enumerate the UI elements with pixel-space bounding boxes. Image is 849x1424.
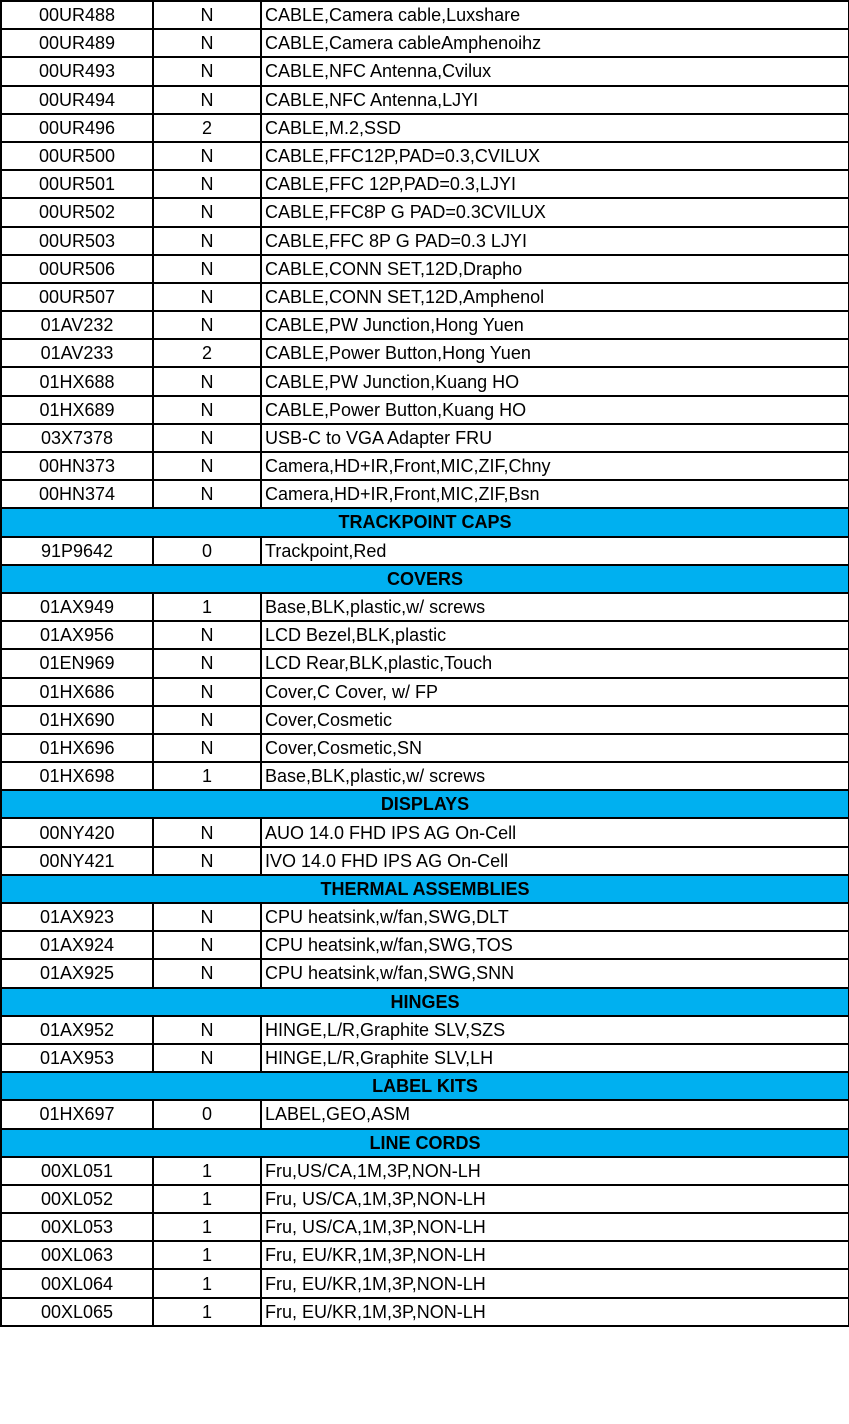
description-cell: Base,BLK,plastic,w/ screws: [261, 593, 849, 621]
ccin-cell: N: [153, 847, 261, 875]
fru-cell: 01AX949: [1, 593, 153, 621]
description-cell: Camera,HD+IR,Front,MIC,ZIF,Bsn: [261, 480, 849, 508]
fru-cell: 01AX952: [1, 1016, 153, 1044]
ccin-cell: N: [153, 396, 261, 424]
table-row: [1, 114, 849, 142]
table-row: [1, 1241, 849, 1269]
table-row: [1, 1016, 849, 1044]
table-row: [1, 1, 849, 29]
table-row: [1, 29, 849, 57]
ccin-cell: 1: [153, 1298, 261, 1326]
fru-cell: 01HX686: [1, 678, 153, 706]
description-cell: CABLE,FFC12P,PAD=0.3,CVILUX: [261, 142, 849, 170]
ccin-cell: N: [153, 29, 261, 57]
description-cell: CABLE,FFC 12P,PAD=0.3,LJYI: [261, 170, 849, 198]
section-header-row: [1, 1129, 849, 1157]
ccin-cell: N: [153, 649, 261, 677]
fru-cell: 00XL051: [1, 1157, 153, 1185]
description-cell: Base,BLK,plastic,w/ screws: [261, 762, 849, 790]
ccin-cell: 2: [153, 114, 261, 142]
description-cell: CPU heatsink,w/fan,SWG,TOS: [261, 931, 849, 959]
fru-cell: 00UR496: [1, 114, 153, 142]
description-cell: HINGE,L/R,Graphite SLV,SZS: [261, 1016, 849, 1044]
table-row: [1, 424, 849, 452]
section-title: HINGES: [1, 988, 849, 1016]
section-title: THERMAL ASSEMBLIES: [1, 875, 849, 903]
fru-cell: 01HX688: [1, 367, 153, 395]
fru-cell: 01HX697: [1, 1100, 153, 1128]
table-row: [1, 227, 849, 255]
fru-cell: 00UR506: [1, 255, 153, 283]
fru-cell: 00XL052: [1, 1185, 153, 1213]
fru-cell: 00HN373: [1, 452, 153, 480]
ccin-cell: N: [153, 1, 261, 29]
table-row: [1, 593, 849, 621]
description-cell: Fru, EU/KR,1M,3P,NON-LH: [261, 1298, 849, 1326]
table-row: [1, 283, 849, 311]
fru-cell: 00XL065: [1, 1298, 153, 1326]
table-row: [1, 931, 849, 959]
description-cell: Fru, EU/KR,1M,3P,NON-LH: [261, 1269, 849, 1297]
description-cell: CABLE,Camera cable,Luxshare: [261, 1, 849, 29]
fru-cell: 01AX925: [1, 959, 153, 987]
description-cell: CABLE,CONN SET,12D,Drapho: [261, 255, 849, 283]
fru-cell: 00UR502: [1, 198, 153, 226]
description-cell: CABLE,PW Junction,Kuang HO: [261, 367, 849, 395]
description-cell: Fru, US/CA,1M,3P,NON-LH: [261, 1213, 849, 1241]
fru-cell: 01AX923: [1, 903, 153, 931]
table-row: [1, 452, 849, 480]
table-row: [1, 537, 849, 565]
section-header-row: [1, 875, 849, 903]
fru-cell: 00UR501: [1, 170, 153, 198]
fru-cell: 00UR500: [1, 142, 153, 170]
description-cell: CABLE,FFC8P G PAD=0.3CVILUX: [261, 198, 849, 226]
fru-cell: 01AV232: [1, 311, 153, 339]
fru-cell: 01AX956: [1, 621, 153, 649]
description-cell: LCD Rear,BLK,plastic,Touch: [261, 649, 849, 677]
ccin-cell: N: [153, 170, 261, 198]
ccin-cell: N: [153, 86, 261, 114]
section-title: LINE CORDS: [1, 1129, 849, 1157]
table-row: [1, 198, 849, 226]
ccin-cell: 0: [153, 537, 261, 565]
ccin-cell: N: [153, 706, 261, 734]
description-cell: USB-C to VGA Adapter FRU: [261, 424, 849, 452]
description-cell: CPU heatsink,w/fan,SWG,SNN: [261, 959, 849, 987]
ccin-cell: N: [153, 931, 261, 959]
ccin-cell: 0: [153, 1100, 261, 1128]
description-cell: Cover,Cosmetic: [261, 706, 849, 734]
description-cell: LABEL,GEO,ASM: [261, 1100, 849, 1128]
ccin-cell: N: [153, 227, 261, 255]
fru-cell: 00UR494: [1, 86, 153, 114]
description-cell: CABLE,NFC Antenna,LJYI: [261, 86, 849, 114]
fru-cell: 01EN969: [1, 649, 153, 677]
fru-cell: 01HX690: [1, 706, 153, 734]
parts-table-body: [1, 1, 849, 1326]
table-row: [1, 1298, 849, 1326]
section-header-row: [1, 565, 849, 593]
fru-cell: 00UR507: [1, 283, 153, 311]
section-header-row: [1, 790, 849, 818]
ccin-cell: N: [153, 818, 261, 846]
description-cell: CABLE,Power Button,Kuang HO: [261, 396, 849, 424]
table-row: [1, 649, 849, 677]
description-cell: CABLE,CONN SET,12D,Amphenol: [261, 283, 849, 311]
description-cell: CABLE,NFC Antenna,Cvilux: [261, 57, 849, 85]
section-header-row: [1, 988, 849, 1016]
description-cell: Trackpoint,Red: [261, 537, 849, 565]
table-row: [1, 311, 849, 339]
fru-cell: 01AX953: [1, 1044, 153, 1072]
fru-cell: 00NY420: [1, 818, 153, 846]
description-cell: AUO 14.0 FHD IPS AG On-Cell: [261, 818, 849, 846]
section-title: DISPLAYS: [1, 790, 849, 818]
description-cell: CABLE,Camera cableAmphenoihz: [261, 29, 849, 57]
ccin-cell: N: [153, 311, 261, 339]
ccin-cell: N: [153, 621, 261, 649]
table-row: [1, 621, 849, 649]
table-row: [1, 396, 849, 424]
table-row: [1, 1100, 849, 1128]
table-row: [1, 903, 849, 931]
table-row: [1, 1157, 849, 1185]
fru-cell: 03X7378: [1, 424, 153, 452]
fru-cell: 00UR488: [1, 1, 153, 29]
table-row: [1, 959, 849, 987]
fru-cell: 00UR489: [1, 29, 153, 57]
ccin-cell: N: [153, 57, 261, 85]
fru-cell: 01AV233: [1, 339, 153, 367]
ccin-cell: 2: [153, 339, 261, 367]
section-title: COVERS: [1, 565, 849, 593]
description-cell: CABLE,Power Button,Hong Yuen: [261, 339, 849, 367]
ccin-cell: N: [153, 480, 261, 508]
ccin-cell: N: [153, 903, 261, 931]
ccin-cell: 1: [153, 1185, 261, 1213]
ccin-cell: 1: [153, 1157, 261, 1185]
ccin-cell: 1: [153, 762, 261, 790]
fru-cell: 00XL064: [1, 1269, 153, 1297]
table-row: [1, 170, 849, 198]
table-row: [1, 847, 849, 875]
ccin-cell: N: [153, 424, 261, 452]
ccin-cell: N: [153, 959, 261, 987]
table-row: [1, 1185, 849, 1213]
table-row: [1, 339, 849, 367]
description-cell: Fru, EU/KR,1M,3P,NON-LH: [261, 1241, 849, 1269]
ccin-cell: 1: [153, 1269, 261, 1297]
ccin-cell: N: [153, 1016, 261, 1044]
fru-cell: 91P9642: [1, 537, 153, 565]
description-cell: Camera,HD+IR,Front,MIC,ZIF,Chny: [261, 452, 849, 480]
section-title: TRACKPOINT CAPS: [1, 508, 849, 536]
description-cell: IVO 14.0 FHD IPS AG On-Cell: [261, 847, 849, 875]
description-cell: Cover,Cosmetic,SN: [261, 734, 849, 762]
ccin-cell: N: [153, 198, 261, 226]
fru-cell: 01HX689: [1, 396, 153, 424]
table-row: [1, 678, 849, 706]
ccin-cell: N: [153, 734, 261, 762]
ccin-cell: 1: [153, 1241, 261, 1269]
fru-cell: 00UR503: [1, 227, 153, 255]
ccin-cell: N: [153, 678, 261, 706]
ccin-cell: N: [153, 283, 261, 311]
description-cell: LCD Bezel,BLK,plastic: [261, 621, 849, 649]
section-title: LABEL KITS: [1, 1072, 849, 1100]
table-row: [1, 1269, 849, 1297]
table-row: [1, 1213, 849, 1241]
description-cell: HINGE,L/R,Graphite SLV,LH: [261, 1044, 849, 1072]
description-cell: Cover,C Cover, w/ FP: [261, 678, 849, 706]
ccin-cell: 1: [153, 593, 261, 621]
description-cell: CABLE,M.2,SSD: [261, 114, 849, 142]
ccin-cell: N: [153, 255, 261, 283]
description-cell: CABLE,FFC 8P G PAD=0.3 LJYI: [261, 227, 849, 255]
table-row: [1, 142, 849, 170]
table-row: [1, 734, 849, 762]
fru-cell: 00XL053: [1, 1213, 153, 1241]
description-cell: Fru,US/CA,1M,3P,NON-LH: [261, 1157, 849, 1185]
table-row: [1, 367, 849, 395]
fru-cell: 00HN374: [1, 480, 153, 508]
ccin-cell: N: [153, 1044, 261, 1072]
table-row: [1, 762, 849, 790]
table-row: [1, 706, 849, 734]
ccin-cell: N: [153, 452, 261, 480]
ccin-cell: N: [153, 142, 261, 170]
fru-cell: 01HX696: [1, 734, 153, 762]
fru-cell: 01AX924: [1, 931, 153, 959]
fru-cell: 00NY421: [1, 847, 153, 875]
description-cell: Fru, US/CA,1M,3P,NON-LH: [261, 1185, 849, 1213]
ccin-cell: N: [153, 367, 261, 395]
fru-cell: 01HX698: [1, 762, 153, 790]
table-row: [1, 255, 849, 283]
description-cell: CPU heatsink,w/fan,SWG,DLT: [261, 903, 849, 931]
table-row: [1, 1044, 849, 1072]
ccin-cell: 1: [153, 1213, 261, 1241]
fru-cell: 00UR493: [1, 57, 153, 85]
table-row: [1, 86, 849, 114]
section-header-row: [1, 1072, 849, 1100]
description-cell: CABLE,PW Junction,Hong Yuen: [261, 311, 849, 339]
section-header-row: [1, 508, 849, 536]
fru-cell: 00XL063: [1, 1241, 153, 1269]
table-row: [1, 480, 849, 508]
table-row: [1, 818, 849, 846]
table-row: [1, 57, 849, 85]
